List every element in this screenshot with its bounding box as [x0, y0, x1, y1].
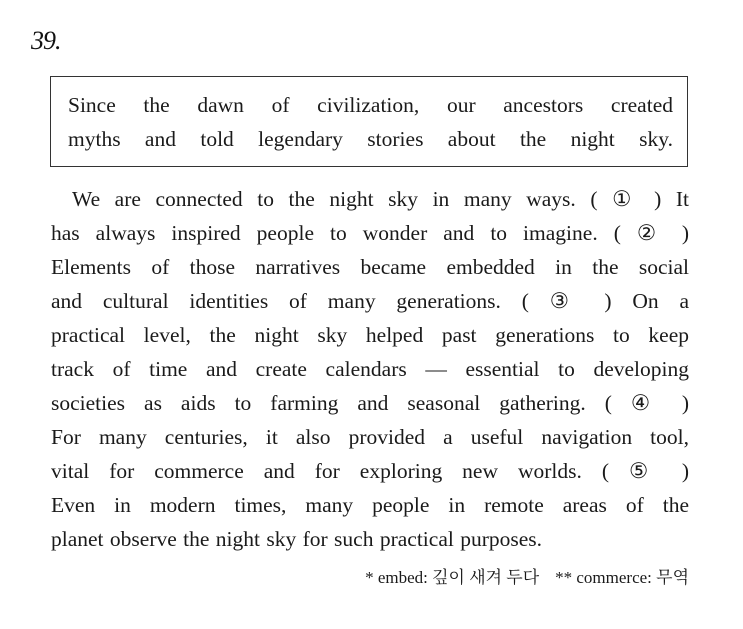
footnotes: [365, 566, 689, 590]
passage-line: practical level, the night sky helped past generations to keep: [51, 323, 689, 347]
passage-line: We are connected to the night sky in many ways. ( ① ) It: [72, 187, 689, 211]
passage-body: [51, 182, 689, 556]
passage-line: has always inspired people to wonder and to imagine. ( ② ): [51, 221, 689, 245]
footnote-embed: * embed: 깊이 새겨 두다: [365, 568, 540, 587]
passage-line: For many centuries, it also provided a useful navigation tool,: [51, 425, 689, 449]
given-sentence-box: [50, 76, 688, 167]
passage-line: societies as aids to farming and seasonal gathering. ( ④ ): [51, 391, 689, 415]
given-sentence-line: myths and told legendary stories about the night sky.: [68, 127, 673, 151]
passage-line: Elements of those narratives became embedded in the social: [51, 255, 689, 279]
passage-line: planet observe the night sky for such practical purposes.: [51, 527, 543, 551]
footnote-commerce: ** commerce: 무역: [555, 568, 689, 587]
passage-line: vital for commerce and for exploring new worlds. ( ⑤ ): [51, 459, 689, 483]
passage-line: track of time and create calendars — essential to developing: [51, 357, 689, 381]
passage-line: Even in modern times, many people in remote areas of the: [51, 493, 689, 517]
question-number: 39.: [31, 26, 61, 55]
passage-line: and cultural identities of many generations. ( ③ ) On a: [51, 289, 689, 313]
given-sentence-line: Since the dawn of civilization, our ancestors created: [68, 93, 673, 117]
